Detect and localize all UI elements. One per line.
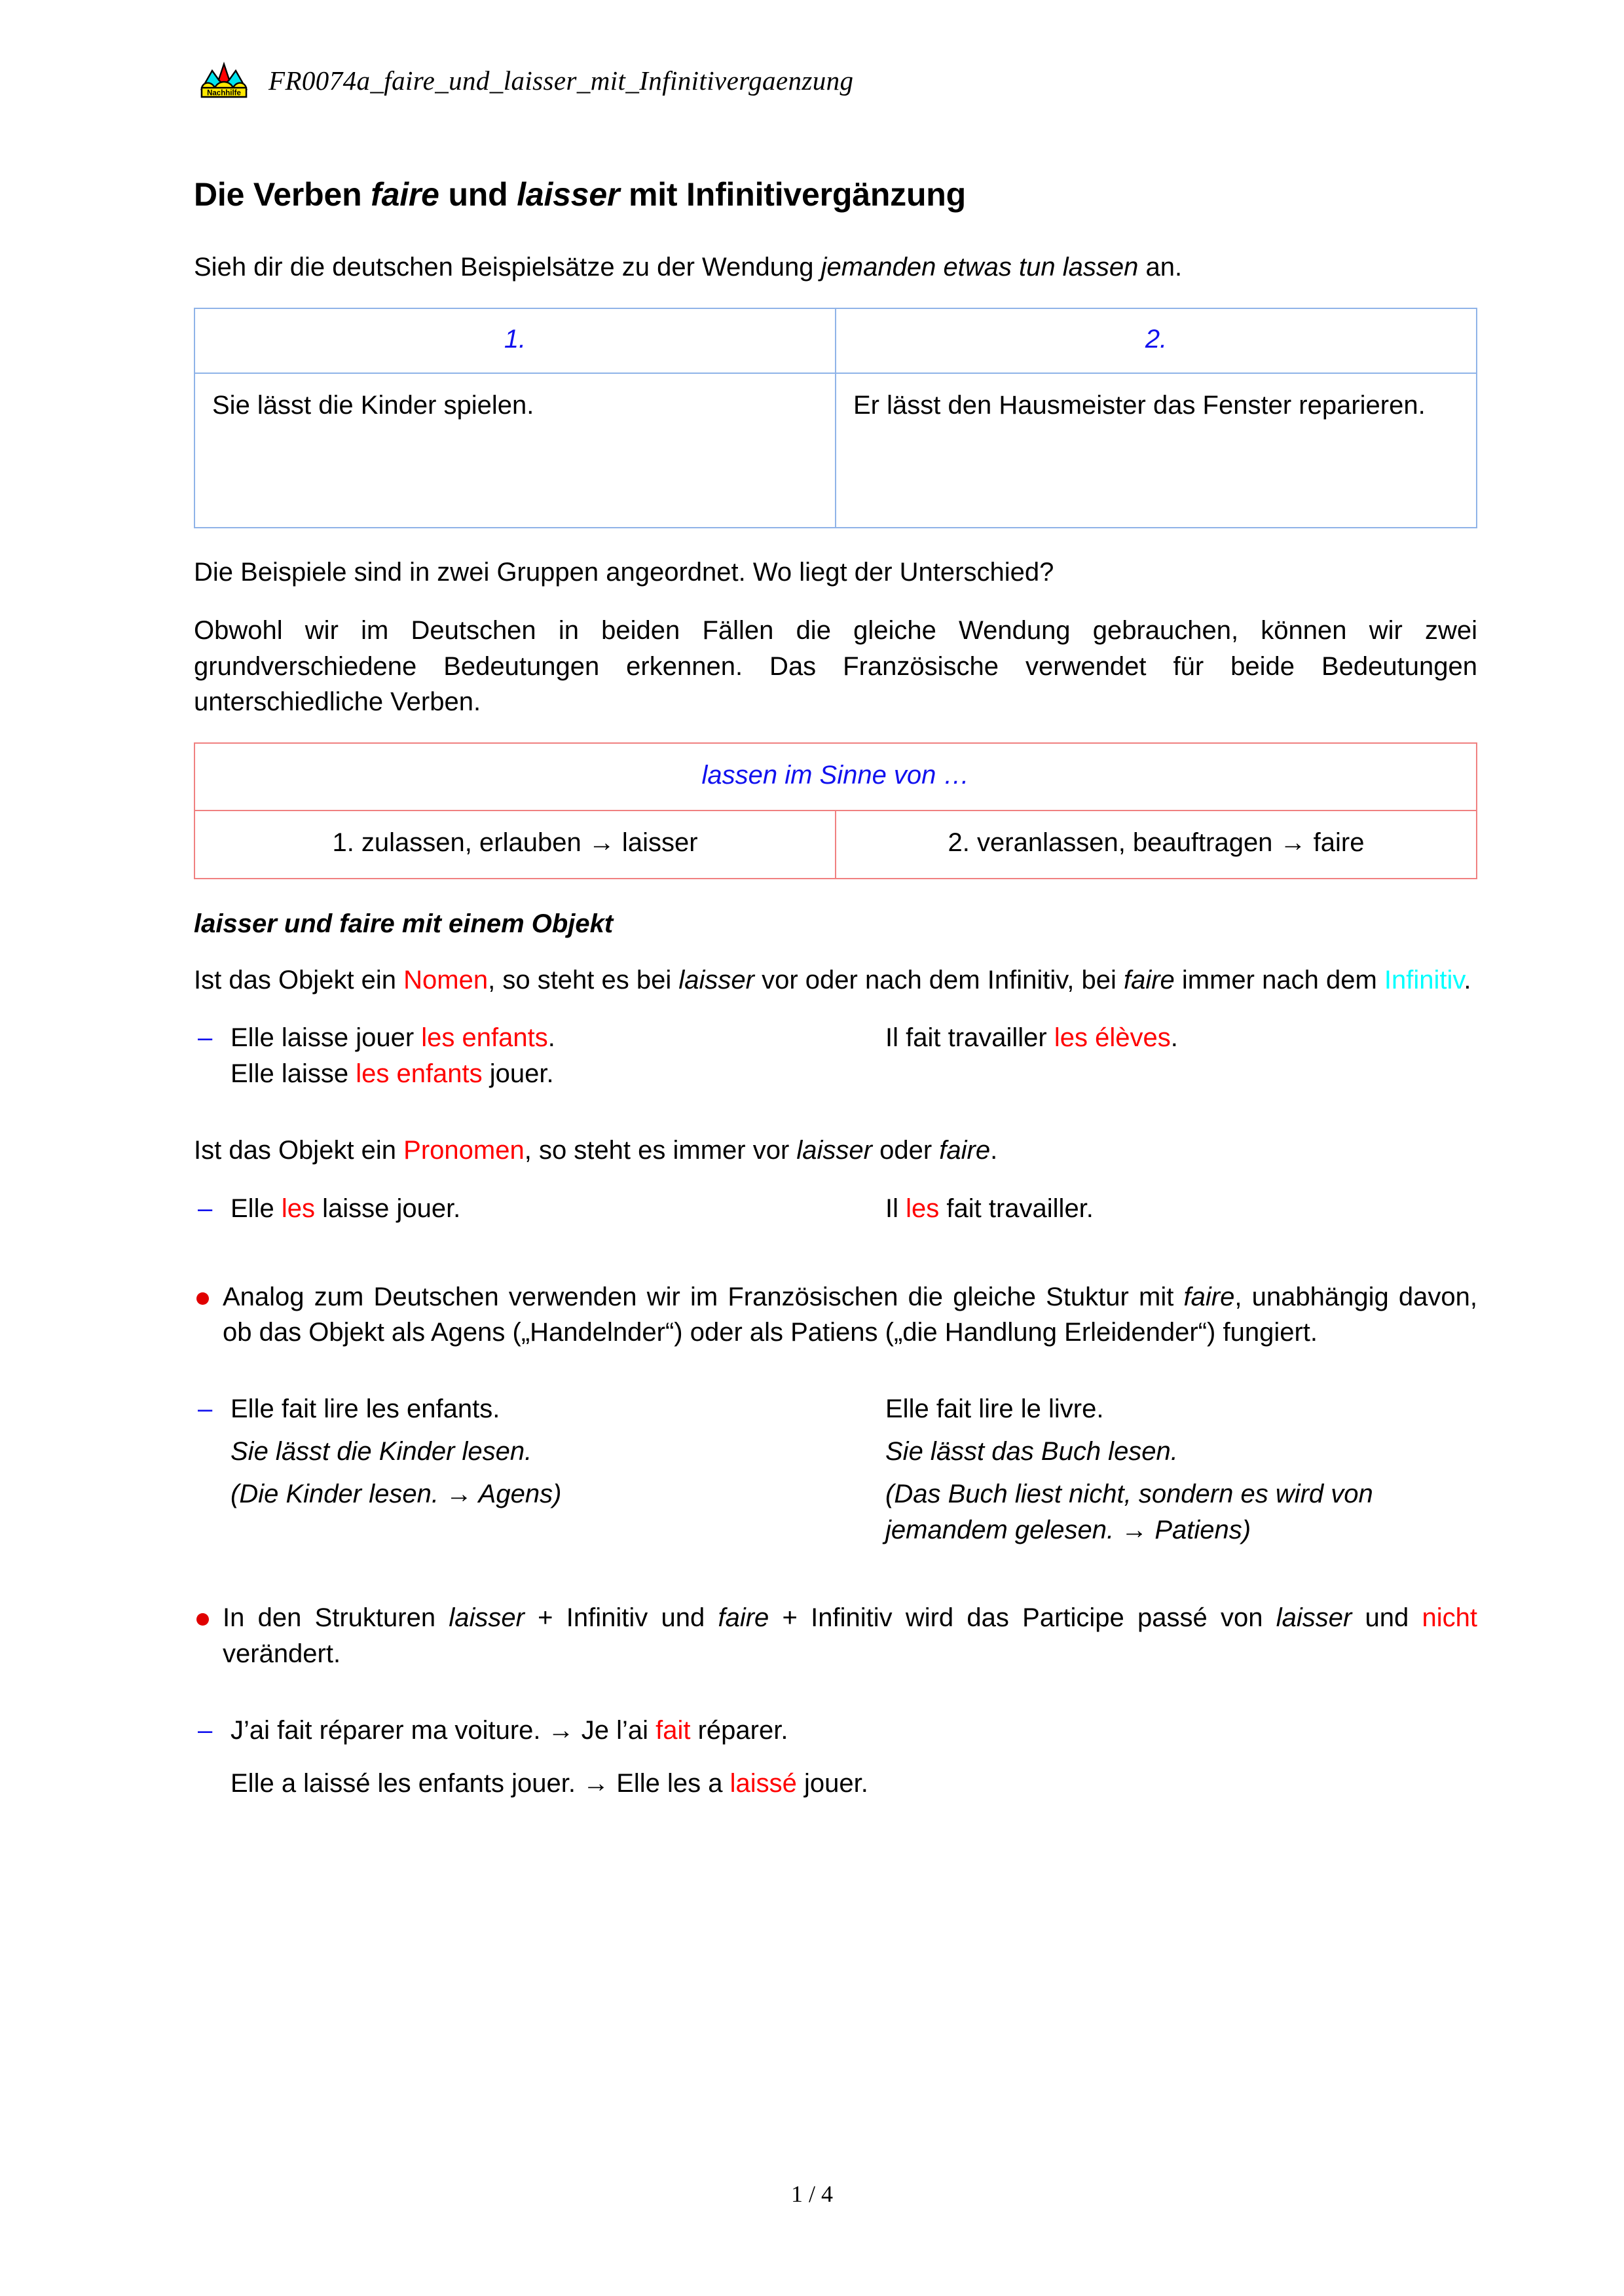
ex-highlight: les: [906, 1194, 940, 1223]
ex-text-end: jouer.: [796, 1768, 868, 1798]
nicht-highlight: nicht: [1422, 1603, 1478, 1633]
title-part-3: mit Infinitivergänzung: [619, 176, 966, 213]
title-part-1: Die Verben: [194, 176, 371, 213]
analog-text-1: Analog zum Deutschen verwenden wir im Französischen die gleiche Stuktur mit: [223, 1282, 1184, 1311]
meaning-option-2: 2. veranlassen, beauftragen → faire: [836, 811, 1477, 878]
nomen-rule-emphasis-laisser: laisser: [678, 965, 754, 994]
analog-left-line-3: (Die Kinder lesen. → Agens): [231, 1479, 562, 1508]
ex-highlight: les élèves: [1054, 1023, 1171, 1053]
nomen-highlight: Nomen: [403, 965, 489, 994]
infinitiv-highlight: Infinitiv: [1384, 965, 1464, 994]
pronomen-rule-text-4: .: [990, 1135, 998, 1165]
analog-example-right: [885, 1391, 1477, 1548]
participe-text-5: verändert.: [223, 1639, 341, 1669]
analog-left-line-1: Elle fait lire les enfants.: [231, 1394, 500, 1424]
nomen-rule-paragraph: [194, 962, 1477, 998]
nomen-example-left-1: [231, 1020, 885, 1056]
ex-text-end: .: [547, 1023, 555, 1053]
meaning-option-1: 1. zulassen, erlauben → laisser: [194, 811, 836, 878]
intro-text-1: Sieh dir die deutschen Beispielsätze zu der Wendung: [194, 253, 821, 282]
analog-right-line-2: Sie lässt das Buch lesen.: [885, 1436, 1178, 1466]
analog-emphasis-faire: faire: [1183, 1282, 1235, 1311]
title-emphasis-laisser: laisser: [517, 176, 620, 213]
title-emphasis-faire: faire: [371, 176, 439, 213]
pronomen-rule-paragraph: [194, 1133, 1477, 1169]
german-examples-table: [194, 308, 1477, 528]
pronomen-example-row: [231, 1191, 1477, 1227]
participe-emphasis-1: laisser: [449, 1603, 525, 1633]
pronomen-highlight: Pronomen: [403, 1135, 525, 1165]
pronomen-examples-bullet: [194, 1191, 1477, 1227]
ex-text: Il fait travailler: [885, 1023, 1054, 1053]
pronomen-example-left: [231, 1191, 885, 1227]
meaning-options-row: [194, 811, 1477, 878]
analog-bullet: [194, 1279, 1477, 1351]
participe-text-1: In den Strukturen: [223, 1603, 449, 1633]
dot-marker-icon: [194, 1279, 223, 1305]
analog-right-line-3: (Das Buch liest nicht, sondern es wird von jemandem gelesen. → Patiens): [885, 1479, 1373, 1544]
participe-emphasis-3: laisser: [1276, 1603, 1352, 1633]
analog-left-line-2: Sie lässt die Kinder lesen.: [231, 1436, 532, 1466]
participe-bullet: [194, 1600, 1477, 1672]
dash-marker-icon: –: [198, 1023, 213, 1053]
participe-text-4: und: [1352, 1603, 1422, 1633]
analog-right-line-1: Elle fait lire le livre.: [885, 1394, 1104, 1424]
ex-highlight: laissé: [729, 1768, 797, 1798]
analog-example-columns: [231, 1391, 1477, 1548]
question-paragraph: Die Beispiele sind in zwei Gruppen angeordnet. Wo liegt der Unterschied?: [194, 557, 1054, 587]
document-body: [194, 175, 1477, 1813]
pronomen-rule-text-1: Ist das Objekt ein: [194, 1135, 404, 1165]
ex-text: Elle: [231, 1194, 282, 1223]
table-header-row: [194, 308, 1477, 373]
nachhilfe-logo-icon: [196, 60, 251, 101]
participe-examples-body: [231, 1713, 1477, 1802]
ex-text: Elle laisse jouer: [231, 1023, 422, 1053]
analog-examples-bullet: [194, 1391, 1477, 1548]
analog-examples-body: [231, 1391, 1477, 1548]
analog-bullet-body: [223, 1279, 1477, 1351]
ex-text-end: laisse jouer.: [314, 1194, 461, 1223]
meaning-table-header: lassen im Sinne von …: [194, 743, 1477, 811]
participe-examples-bullet: [194, 1713, 1477, 1802]
spacer: [194, 1559, 1477, 1600]
ex-highlight: les enfants: [421, 1023, 548, 1053]
ex-highlight: fait: [655, 1715, 691, 1745]
nomen-example-line-2: [231, 1056, 1477, 1092]
analog-bullet-paragraph: [223, 1279, 1477, 1351]
ex-text-end: .: [1170, 1023, 1178, 1053]
spacer: [194, 1684, 1477, 1713]
dot-marker-icon: [194, 1600, 223, 1626]
pronomen-example-right: [885, 1191, 1477, 1227]
example-line: [885, 1191, 1477, 1227]
spacer: [194, 1362, 1477, 1391]
participe-text-2: + Infinitiv und: [524, 1603, 718, 1633]
analog-text-2: , unabhängig davon, ob das Objekt als Agens („Handelnder“) oder als Patiens („die Handlung Erleidender“) fungiert.: [223, 1282, 1478, 1347]
nomen-rule-text-4: immer nach dem: [1174, 965, 1384, 994]
page-number: 1 / 4: [790, 2181, 833, 2207]
nomen-example-row-1: [231, 1020, 1477, 1056]
participe-example-line-1: [231, 1713, 1477, 1749]
ex-text: Elle a laissé les enfants jouer. → Elle les a: [231, 1768, 730, 1798]
spacer: [194, 1239, 1477, 1279]
nomen-examples-bullet: [194, 1020, 1477, 1092]
analog-example-left: [231, 1391, 885, 1548]
ex-text-end: réparer.: [690, 1715, 788, 1745]
cell-row1-col2: Er lässt den Hausmeister das Fenster reparieren.: [836, 373, 1477, 528]
pronomen-rule-emphasis-faire: faire: [939, 1135, 991, 1165]
title-part-2: und: [439, 176, 517, 213]
participe-bullet-paragraph: [223, 1600, 1477, 1672]
ex-text-end: jouer.: [482, 1059, 554, 1089]
ex-text: J’ai fait réparer ma voiture. → Je l’ai: [231, 1715, 656, 1745]
header-document-code: FR0074a_faire_und_laisser_mit_Infinitivergaenzung: [268, 65, 854, 96]
pronomen-examples-body: [231, 1191, 1477, 1227]
cell-row1-col1: Sie lässt die Kinder spielen.: [194, 373, 836, 528]
ex-text-end: fait travailler.: [939, 1194, 1094, 1223]
section-heading-objekt: laisser und faire mit einem Objekt: [194, 909, 614, 938]
meaning-header-row: [194, 743, 1477, 811]
pronomen-rule-text-2: , so steht es immer vor: [524, 1135, 797, 1165]
pronomen-rule-emphasis-laisser: laisser: [796, 1135, 872, 1165]
nomen-rule-text-2: , so steht es bei: [488, 965, 679, 994]
nomen-rule-text-5: .: [1464, 965, 1471, 994]
ex-text: Il: [885, 1194, 906, 1223]
intro-emphasis: jemanden etwas tun lassen: [821, 253, 1139, 282]
dash-marker-icon: –: [198, 1194, 213, 1223]
lassen-meaning-table: [194, 742, 1477, 879]
intro-text-2: an.: [1138, 253, 1183, 282]
logo-label: Nachhilfe: [207, 89, 241, 98]
example-line: [231, 1191, 885, 1227]
ex-highlight: les: [281, 1194, 315, 1223]
nomen-rule-emphasis-faire: faire: [1123, 965, 1175, 994]
page-footer: [0, 2180, 1624, 2208]
table-row: [194, 373, 1477, 528]
example-line: [885, 1020, 1477, 1056]
nomen-examples-body: [231, 1020, 1477, 1092]
example-line: [231, 1020, 885, 1056]
nomen-example-right-1: [885, 1020, 1477, 1056]
participe-bullet-body: [223, 1600, 1477, 1672]
dash-marker-icon: –: [198, 1394, 213, 1424]
ex-text: Elle laisse: [231, 1059, 356, 1089]
column-header-1: 1.: [194, 308, 836, 373]
participe-example-line-2: [231, 1766, 1477, 1802]
column-header-2: 2.: [836, 308, 1477, 373]
page-header: [196, 60, 853, 101]
nomen-rule-text-3: vor oder nach dem Infinitiv, bei: [754, 965, 1124, 994]
pronomen-rule-text-3: oder: [872, 1135, 940, 1165]
participe-emphasis-2: faire: [718, 1603, 769, 1633]
page-title: [194, 175, 1477, 214]
spacer: [194, 1104, 1477, 1133]
nomen-rule-text-1: Ist das Objekt ein: [194, 965, 404, 994]
participe-text-3: + Infinitiv wird das Participe passé von: [769, 1603, 1276, 1633]
ex-highlight: les enfants: [356, 1059, 483, 1089]
explanation-paragraph: Obwohl wir im Deutschen in beiden Fällen die gleiche Wendung gebrauchen, können wir zwei grundverschiedene Bedeutungen erkennen. Das Französische verwendet für beide Bedeutungen unterschiedliche Verben.: [194, 615, 1477, 717]
spacer: [231, 1749, 1477, 1766]
dash-marker-icon: –: [198, 1715, 213, 1745]
intro-paragraph: [194, 249, 1477, 285]
